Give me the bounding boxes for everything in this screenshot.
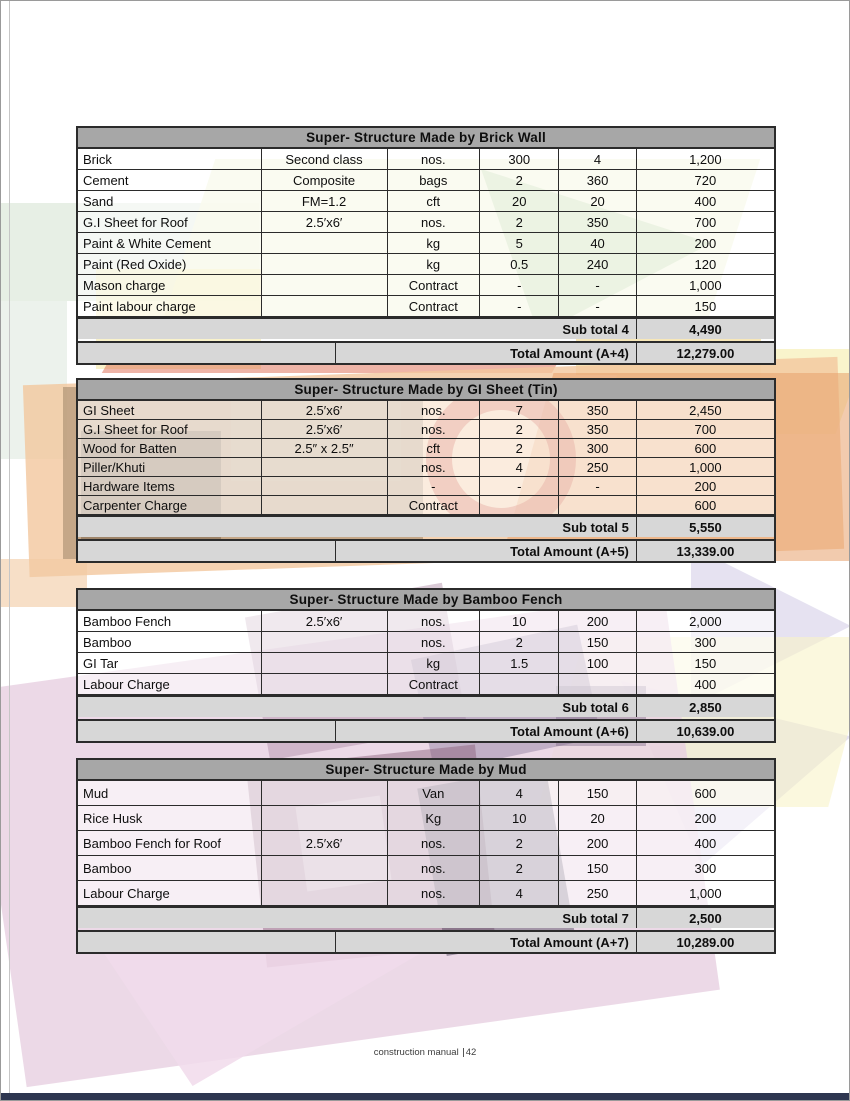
- cell-rate: [559, 496, 636, 515]
- cell-item: Bamboo Fench: [78, 611, 261, 632]
- cost-table: [78, 148, 774, 317]
- cell-amount: 150: [636, 653, 774, 674]
- cell-qty: 10: [480, 611, 559, 632]
- cell-spec: [261, 254, 387, 275]
- cell-spec: [261, 674, 387, 695]
- table-row: [78, 831, 774, 856]
- cell-qty: 2: [480, 170, 559, 191]
- table-row: [78, 806, 774, 831]
- table-row: [78, 477, 774, 496]
- cell-item: Cement: [78, 170, 261, 191]
- cell-spec: [261, 806, 387, 831]
- cell-item: Paint & White Cement: [78, 233, 261, 254]
- table-title: Super- Structure Made by Mud: [78, 760, 774, 780]
- cell-qty: 5: [480, 233, 559, 254]
- bottom-navy-bar: [1, 1093, 849, 1100]
- cell-item: Paint (Red Oxide): [78, 254, 261, 275]
- cell-item: Paint labour charge: [78, 296, 261, 317]
- cell-amount: 200: [636, 477, 774, 496]
- cell-spec: 2.5′x6′: [261, 401, 387, 420]
- subtotal-label: Sub total 7: [78, 908, 637, 928]
- cost-table: [78, 400, 774, 515]
- cell-amount: 700: [636, 212, 774, 233]
- cell-spec: [261, 632, 387, 653]
- subtotal-row: [78, 317, 774, 339]
- cell-spec: [261, 856, 387, 881]
- cell-spec: Second class: [261, 149, 387, 170]
- cell-unit: bags: [387, 170, 480, 191]
- cell-amount: 150: [636, 296, 774, 317]
- cell-item: Labour Charge: [78, 881, 261, 906]
- cell-spec: [261, 881, 387, 906]
- cell-unit: nos.: [387, 632, 480, 653]
- cell-rate: -: [559, 275, 636, 296]
- cell-qty: 2: [480, 831, 559, 856]
- cell-amount: 400: [636, 831, 774, 856]
- cell-rate: 20: [559, 806, 636, 831]
- table-row: [78, 611, 774, 632]
- cell-amount: 700: [636, 420, 774, 439]
- cell-item: Labour Charge: [78, 674, 261, 695]
- cell-unit: Contract: [387, 275, 480, 296]
- bg-shape-orange-left-edge: [1, 559, 87, 607]
- cell-amount: 1,000: [636, 881, 774, 906]
- total-value: 12,279.00: [676, 346, 735, 361]
- cell-item: Mud: [78, 781, 261, 806]
- subtotal-value: 2,850: [689, 700, 722, 715]
- cell-item: GI Tar: [78, 653, 261, 674]
- cell-unit: nos.: [387, 212, 480, 233]
- subtotal-label: Sub total 6: [78, 697, 637, 717]
- cell-unit: Contract: [387, 674, 480, 695]
- total-row: [78, 341, 774, 363]
- cell-amount: 2,000: [636, 611, 774, 632]
- cell-item: Wood for Batten: [78, 439, 261, 458]
- cell-unit: kg: [387, 233, 480, 254]
- cell-rate: 200: [559, 611, 636, 632]
- total-empty-cell: [78, 932, 336, 952]
- cell-qty: -: [480, 296, 559, 317]
- cell-unit: nos.: [387, 831, 480, 856]
- cell-item: Mason charge: [78, 275, 261, 296]
- table-row: [78, 496, 774, 515]
- cell-amount: 600: [636, 781, 774, 806]
- cell-rate: -: [559, 296, 636, 317]
- cell-spec: [261, 653, 387, 674]
- cell-qty: 2: [480, 420, 559, 439]
- cell-rate: 300: [559, 439, 636, 458]
- cell-qty: -: [480, 477, 559, 496]
- cell-item: Hardware Items: [78, 477, 261, 496]
- page-edge-line: [9, 1, 10, 1101]
- cell-amount: 1,200: [636, 149, 774, 170]
- cell-unit: nos.: [387, 420, 480, 439]
- cell-unit: -: [387, 477, 480, 496]
- total-label: Total Amount (A+5): [336, 541, 637, 561]
- cell-amount: 400: [636, 674, 774, 695]
- cell-qty: [480, 496, 559, 515]
- cell-item: Sand: [78, 191, 261, 212]
- cell-rate: 40: [559, 233, 636, 254]
- subtotal-row: [78, 906, 774, 928]
- cell-qty: 2: [480, 856, 559, 881]
- table-title: Super- Structure Made by Brick Wall: [78, 128, 774, 148]
- cell-rate: 200: [559, 831, 636, 856]
- cell-qty: 10: [480, 806, 559, 831]
- cell-amount: 120: [636, 254, 774, 275]
- cell-unit: Van: [387, 781, 480, 806]
- cell-spec: 2.5′x6′: [261, 212, 387, 233]
- cell-qty: 2: [480, 439, 559, 458]
- subtotal-label: Sub total 4: [78, 319, 637, 339]
- cell-spec: [261, 496, 387, 515]
- cell-rate: 150: [559, 632, 636, 653]
- cell-spec: [261, 477, 387, 496]
- table-row: [78, 191, 774, 212]
- cell-amount: 400: [636, 191, 774, 212]
- total-value: 13,339.00: [676, 544, 735, 559]
- table-row: [78, 212, 774, 233]
- cell-qty: 2: [480, 632, 559, 653]
- cell-amount: 200: [636, 806, 774, 831]
- cell-item: Carpenter Charge: [78, 496, 261, 515]
- cell-rate: 240: [559, 254, 636, 275]
- cell-qty: 4: [480, 458, 559, 477]
- table-row: [78, 170, 774, 191]
- cell-unit: nos.: [387, 611, 480, 632]
- cell-spec: [261, 458, 387, 477]
- cell-qty: 1.5: [480, 653, 559, 674]
- cell-qty: 20: [480, 191, 559, 212]
- table-row: [78, 439, 774, 458]
- cell-qty: 4: [480, 881, 559, 906]
- cell-amount: 200: [636, 233, 774, 254]
- cell-item: Bamboo: [78, 632, 261, 653]
- cell-item: Bamboo: [78, 856, 261, 881]
- table-row: [78, 149, 774, 170]
- subtotal-value: 5,550: [689, 520, 722, 535]
- cost-table: [78, 780, 774, 906]
- cell-unit: nos.: [387, 401, 480, 420]
- total-label: Total Amount (A+6): [336, 721, 637, 741]
- cell-rate: 350: [559, 401, 636, 420]
- cell-unit: kg: [387, 653, 480, 674]
- table-row: [78, 254, 774, 275]
- table-brick-wall: [76, 126, 776, 365]
- footer-text: construction manual: [373, 1047, 459, 1058]
- cell-rate: 360: [559, 170, 636, 191]
- total-value: 10,639.00: [676, 724, 735, 739]
- total-empty-cell: [78, 343, 336, 363]
- cell-qty: 4: [480, 781, 559, 806]
- total-empty-cell: [78, 541, 336, 561]
- table-row: [78, 653, 774, 674]
- subtotal-value: 2,500: [689, 911, 722, 926]
- cell-spec: [261, 233, 387, 254]
- cell-rate: 350: [559, 212, 636, 233]
- cell-amount: 300: [636, 856, 774, 881]
- cell-amount: 720: [636, 170, 774, 191]
- cell-amount: 1,000: [636, 458, 774, 477]
- cell-item: GI Sheet: [78, 401, 261, 420]
- cell-unit: cft: [387, 439, 480, 458]
- cell-item: Brick: [78, 149, 261, 170]
- total-empty-cell: [78, 721, 336, 741]
- cell-rate: 250: [559, 458, 636, 477]
- page-footer: [1, 1047, 849, 1058]
- cell-amount: 300: [636, 632, 774, 653]
- subtotal-value: 4,490: [689, 322, 722, 337]
- cell-item: G.I Sheet for Roof: [78, 212, 261, 233]
- total-row: [78, 539, 774, 561]
- cell-qty: 7: [480, 401, 559, 420]
- table-row: [78, 856, 774, 881]
- cell-amount: 600: [636, 496, 774, 515]
- table-row: [78, 275, 774, 296]
- cell-item: Rice Husk: [78, 806, 261, 831]
- subtotal-label: Sub total 5: [78, 517, 637, 537]
- cell-rate: 20: [559, 191, 636, 212]
- cell-rate: 100: [559, 653, 636, 674]
- cell-item: Piller/Khuti: [78, 458, 261, 477]
- cell-unit: nos.: [387, 149, 480, 170]
- cell-amount: 1,000: [636, 275, 774, 296]
- table-row: [78, 458, 774, 477]
- cell-unit: nos.: [387, 881, 480, 906]
- cell-qty: [480, 674, 559, 695]
- total-row: [78, 930, 774, 952]
- total-row: [78, 719, 774, 741]
- cell-spec: 2.5′x6′: [261, 831, 387, 856]
- table-row: [78, 632, 774, 653]
- cell-spec: [261, 275, 387, 296]
- cell-spec: [261, 296, 387, 317]
- table-row: [78, 781, 774, 806]
- cell-unit: kg: [387, 254, 480, 275]
- cell-unit: cft: [387, 191, 480, 212]
- cell-spec: 2.5″ x 2.5″: [261, 439, 387, 458]
- cell-spec: 2.5′x6′: [261, 611, 387, 632]
- table-title: Super- Structure Made by Bamboo Fench: [78, 590, 774, 610]
- cell-qty: 300: [480, 149, 559, 170]
- cell-item: Bamboo Fench for Roof: [78, 831, 261, 856]
- cell-unit: nos.: [387, 458, 480, 477]
- cell-spec: 2.5′x6′: [261, 420, 387, 439]
- cost-table: [78, 610, 774, 695]
- table-row: [78, 233, 774, 254]
- subtotal-row: [78, 515, 774, 537]
- table-row: [78, 674, 774, 695]
- cell-spec: Composite: [261, 170, 387, 191]
- total-label: Total Amount (A+7): [336, 932, 637, 952]
- table-bamboo-fench: [76, 588, 776, 743]
- table-row: [78, 401, 774, 420]
- cell-amount: 600: [636, 439, 774, 458]
- table-mud: [76, 758, 776, 954]
- table-row: [78, 881, 774, 906]
- cell-rate: 150: [559, 856, 636, 881]
- cell-unit: Kg: [387, 806, 480, 831]
- cell-item: G.I Sheet for Roof: [78, 420, 261, 439]
- cell-unit: Contract: [387, 296, 480, 317]
- cell-spec: [261, 781, 387, 806]
- footer-page-number: 42: [465, 1047, 477, 1058]
- table-title: Super- Structure Made by GI Sheet (Tin): [78, 380, 774, 400]
- cell-spec: FM=1.2: [261, 191, 387, 212]
- total-value: 10,289.00: [676, 935, 735, 950]
- cell-qty: -: [480, 275, 559, 296]
- cell-rate: 150: [559, 781, 636, 806]
- cell-rate: 350: [559, 420, 636, 439]
- total-label: Total Amount (A+4): [336, 343, 637, 363]
- cell-rate: 4: [559, 149, 636, 170]
- subtotal-row: [78, 695, 774, 717]
- cell-unit: nos.: [387, 856, 480, 881]
- footer-divider: [463, 1048, 464, 1057]
- cell-qty: 0.5: [480, 254, 559, 275]
- cell-rate: [559, 674, 636, 695]
- cell-unit: Contract: [387, 496, 480, 515]
- cell-qty: 2: [480, 212, 559, 233]
- table-gi-sheet: [76, 378, 776, 563]
- table-row: [78, 296, 774, 317]
- cell-rate: -: [559, 477, 636, 496]
- cell-amount: 2,450: [636, 401, 774, 420]
- cell-rate: 250: [559, 881, 636, 906]
- table-row: [78, 420, 774, 439]
